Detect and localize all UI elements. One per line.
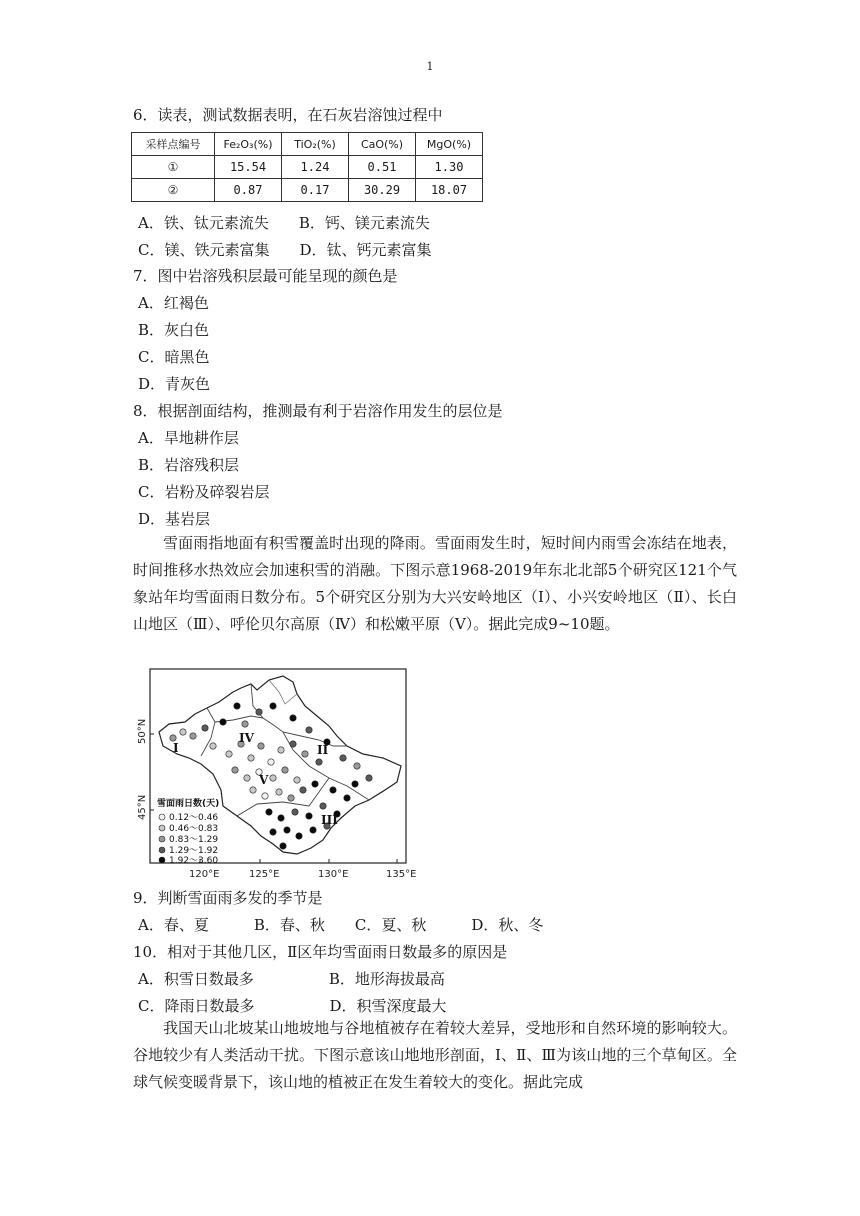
legend-item: 1.29～1.92: [169, 846, 219, 856]
lon-label: 135°E: [386, 869, 417, 880]
region-label: III: [321, 813, 338, 827]
q6-option-line: C．镁、铁元素富集 D．钛、钙元素富集: [138, 241, 432, 259]
q7-option: C．暗黑色: [138, 348, 210, 366]
page-number: 1: [426, 60, 434, 73]
lon-label: 125°E: [249, 869, 280, 880]
question-10-stem: 10．相对于其他几区，Ⅱ区年均雪面雨日数最多的原因是: [133, 943, 508, 961]
q8-option: A．旱地耕作层: [138, 429, 239, 447]
q6-option-line: A．铁、钛元素流失 B．钙、镁元素流失: [138, 214, 430, 232]
table-header: 采样点编号: [132, 133, 215, 156]
snow-rain-map-figure: [133, 666, 427, 880]
table-header: TiO₂(%): [282, 133, 349, 156]
table-cell: 1.24: [282, 156, 349, 179]
q9-option-line: A．春、夏 B．春、秋 C．夏、秋 D．秋、冬: [138, 916, 544, 934]
lon-label: 120°E: [189, 869, 220, 880]
passage-snow-rain: 雪面雨指地面有积雪覆盖时出现的降雨。雪面雨发生时，短时间内雨雪会冻结在地表，时间推移水热效应会加速积雪的消融。下图示意1968-2019年东北北部5个研究区121个气象站年均雪面雨日数分布。5个研究区分别为大兴安岭地区（Ⅰ）、小兴安岭地区（Ⅱ）、长白山地区（Ⅲ）、呼伦贝尔高原（Ⅳ）和松嫩平原（Ⅴ）。据此完成9~10题。: [133, 534, 737, 633]
table-cell: 0.17: [282, 179, 349, 202]
legend-item: 1.92～3.60: [169, 856, 219, 866]
table-header: Fe₂O₃(%): [215, 133, 282, 156]
table-cell: ②: [132, 179, 215, 202]
region-label: V: [259, 773, 269, 787]
q8-option: B．岩溶残积层: [138, 456, 240, 474]
region-label: II: [317, 743, 329, 757]
lat-label: 45°N: [137, 794, 148, 820]
legend-item: 0.12～0.46: [169, 813, 219, 823]
table-cell: 0.87: [215, 179, 282, 202]
q7-option: D．青灰色: [138, 375, 211, 393]
table-cell: 1.30: [416, 156, 483, 179]
q7-option: A．红褐色: [138, 294, 209, 312]
question-6-stem: 6．读表，测试数据表明，在石灰岩溶蚀过程中: [133, 106, 443, 124]
map-svg: [133, 666, 427, 880]
question-8-stem: 8．根据剖面结构，推测最有利于岩溶作用发生的层位是: [133, 402, 503, 420]
q10-option-line: C．降雨日数最多 D．积雪深度最大: [138, 997, 447, 1015]
q7-option: B．灰白色: [138, 321, 210, 339]
table-header: MgO(%): [416, 133, 483, 156]
table-cell: 18.07: [416, 179, 483, 202]
region-label: I: [173, 741, 179, 755]
table-cell: 0.51: [349, 156, 416, 179]
lon-label: 130°E: [318, 869, 349, 880]
table-cell: 15.54: [215, 156, 282, 179]
table-cell: ①: [132, 156, 215, 179]
sample-data-table: [131, 132, 483, 202]
q8-option: D．基岩层: [138, 510, 211, 528]
q10-option-line: A．积雪日数最多 B．地形海拔最高: [138, 970, 445, 988]
legend-title: 雪面雨日数(天): [157, 799, 220, 809]
question-7-stem: 7．图中岩溶残积层最可能呈现的颜色是: [133, 267, 398, 285]
table-row: [132, 156, 483, 179]
legend-item: 0.46～0.83: [169, 824, 219, 834]
region-label: IV: [239, 731, 254, 745]
table-row: [132, 179, 483, 202]
passage-tianshan: 我国天山北坡某山地坡地与谷地植被存在着较大差异，受地形和自然环境的影响较大。谷地较少有人类活动干扰。下图示意该山地地形剖面，Ⅰ、Ⅱ、Ⅲ为该山地的三个草甸区。全球气候变暖背景下，该山地的植被正在发生着较大的变化。据此完成: [133, 1019, 737, 1091]
lat-label: 50°N: [137, 718, 148, 744]
table-header-row: [132, 133, 483, 156]
question-9-stem: 9．判断雪面雨多发的季节是: [133, 889, 323, 907]
legend-item: 0.83～1.29: [169, 835, 219, 845]
table-cell: 30.29: [349, 179, 416, 202]
table-header: CaO(%): [349, 133, 416, 156]
q8-option: C．岩粉及碎裂岩层: [138, 483, 270, 501]
